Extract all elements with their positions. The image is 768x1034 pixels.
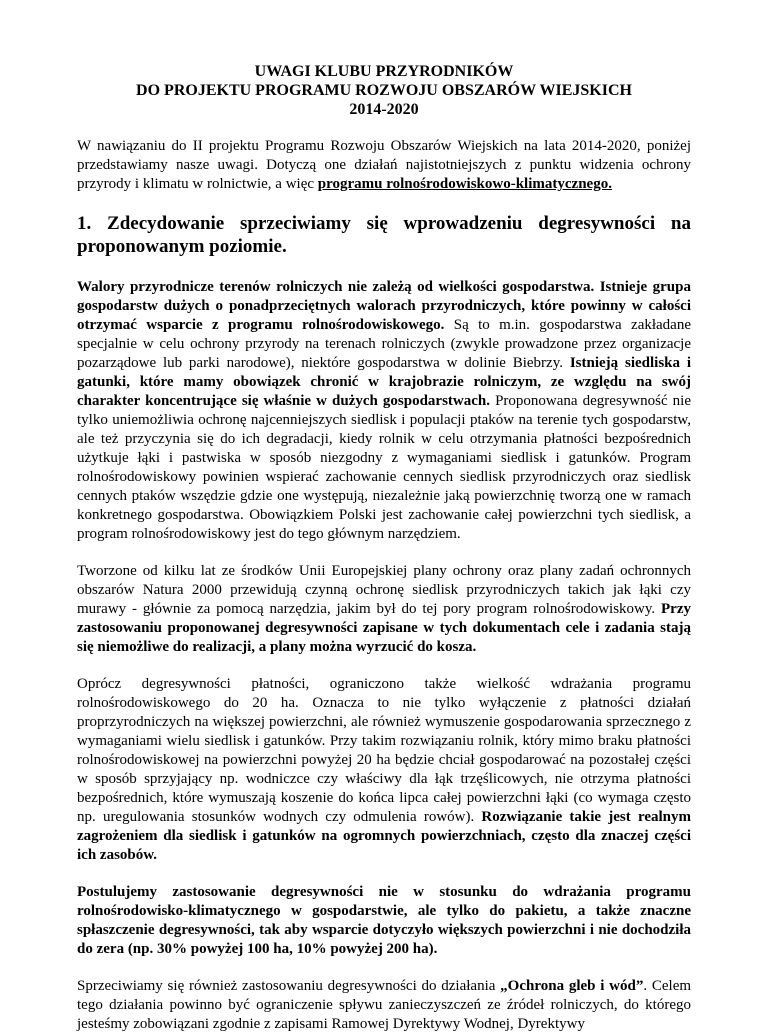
bold-text: Istnieją siedliska i gatunki, które mamy obowiązek chronić w krajobrazie rolniczym, ze względu na swój charakter koncentrujące się właśnie w dużych gospodarstwach. — [77, 355, 692, 409]
body-text: Oprócz degresywności płatności, ograniczono także wielkość wdrażania programu rolnośrodowiskowego do 20 ha. Oznacza to nie tylko wyłączenie z płatności działań proprzyrodniczych na większej powierzchni, ale również wymuszenie gospodarowania sprzecznego z wymaganiami wielu siedlisk i gatunków. Przy takim rozwiązaniu rolnik, który mimo braku płatności rolnośrodowiskowej na powierzchni powyżej 20 ha będzie chciał gospodarować na pozostałej części w sposób sprzyjający np. wodniczce czy właściwy dla łąk trzęślicowych, nie otrzyma płatności bezpośrednich, które wymuszają koszenie do końca lipca całej powierzchni łąki (co wymaga często np. uregulowania stosunków wodnych czy odmulenia rowów). — [77, 676, 691, 825]
body-text: Proponowana degresywność nie tylko uniemożliwia ochronę najcenniejszych siedlisk i populacji ptaków na terenie tych gospodarstw, ale też przyczynia się do ich degradacji, kiedy rolnik w celu otrzymania płatności bezpośrednich użytkuje łąki i pastwiska w sposób niezgodny z wymaganiami siedlisk i gatunków. Program rolnośrodowiskowy powinien wspierać zachowanie cennych siedlisk przyrodniczych oraz siedlisk cennych ptaków wszędzie gdzie one występują, niezależnie jaką powierzchnię tworzą one w ramach konkretnego gospodarstwa. Obowiązkiem Polski jest zachowanie całej powierzchni tych siedlisk, a program rolnośrodowiskowy jest do tego głównym narzędziem. — [77, 393, 691, 542]
heading-word: na — [670, 213, 691, 234]
bold-text: Rozwiązanie takie jest realnym zagrożeniem dla siedlisk i gatunków na ogromnych powierzchniach, często dla znaczej części ich zasobów. — [77, 809, 692, 863]
section-1-heading-line-1 — [77, 212, 691, 235]
section-1-heading — [77, 212, 691, 258]
paragraph-5 — [77, 977, 691, 1034]
paragraph-1 — [77, 278, 691, 544]
title-line-2: DO PROJEKTU PROGRAMU ROZWOJU OBSZARÓW WIEJSKICH — [136, 82, 632, 99]
paragraph-4 — [77, 883, 691, 959]
intro-text: W nawiązaniu do II projektu Programu Rozwoju Obszarów Wiejskich na lata 2014-2020, poniżej przedstawiamy nasze uwagi. Dotyczą one działań najistotniejszych z punktu widzenia ochrony przyrody i klimatu w rolnictwie, a więc — [77, 138, 691, 192]
bold-text: Postulujemy zastosowanie degresywności nie w stosunku do wdrażania programu rolnośrodowisko-klimatycznego w gospodarstwie, ale tylko do pakietu, a także znaczne spłaszczenie degresywności, tak aby wsparcie dotyczyło większych powierzchni i nie dochodziła do zera (np. 30% powyżej 100 ha, 10% powyżej 200 ha). — [77, 884, 691, 957]
heading-word: degresywności — [538, 213, 656, 234]
body-text: . Celem tego działania powinno być ograniczenie spływu zanieczyszczeń ze źródeł rolniczych, do którego jesteśmy zobowiązani zgodnie z zapisami Ramowej Dyrektywy Wodnej, Dyrektywy — [77, 978, 692, 1032]
program-link[interactable]: programu rolnośrodowiskowo-klimatycznego. — [317, 176, 612, 192]
bold-text: Walory przyrodnicze terenów rolniczych nie zależą od wielkości gospodarstwa. Istnieje grupa gospodarstw dużych o ponadprzeciętnych walorach przyrodniczych, które powinny w całości otrzymać wsparcie z programu rolnośrodowiskowego. — [77, 279, 691, 333]
section-1-heading-line-2: proponowanym poziomie. — [77, 236, 287, 257]
paragraph-3 — [77, 675, 691, 865]
heading-word: się — [366, 213, 388, 234]
title-line-1: UWAGI KLUBU PRZYRODNIKÓW — [254, 63, 514, 80]
heading-word: 1. — [77, 213, 92, 234]
paragraph-2 — [77, 562, 691, 657]
intro-paragraph — [77, 137, 691, 194]
bold-text: „Ochrona gleb i wód” — [500, 978, 644, 994]
heading-word: Zdecydowanie — [107, 213, 225, 234]
bold-text: Przy zastosowaniu proponowanej degresywności zapisane w tych dokumentach cele i zadania stają się niemożliwe do realizacji, a plany można wyrzucić do kosza. — [77, 601, 691, 655]
title-line-3: 2014-2020 — [349, 101, 419, 118]
body-text: Tworzone od kilku lat ze środków Unii Europejskiej plany ochrony oraz plany zadań ochronnych obszarów Natura 2000 przewidują czynną ochronę siedlisk przyrodniczych takich jak łąki czy murawy - głównie za pomocą narzędzia, jakim był do tej pory program rolnośrodowiskowy. — [77, 563, 691, 617]
heading-word: wprowadzeniu — [403, 213, 523, 234]
heading-word: sprzeciwiamy — [240, 213, 351, 234]
document-title — [77, 62, 691, 119]
body-text: Są to m.in. gospodarstwa zakładane specjalnie w celu ochrony przyrody na terenach rolniczych (zwykle prowadzone przez organizacje pozarządowe lub parki narodowe), niektóre gospodarstwa w dolinie Biebrzy. — [77, 317, 691, 371]
body-text: Sprzeciwiamy się również zastosowaniu degresywności do działania — [77, 978, 501, 994]
